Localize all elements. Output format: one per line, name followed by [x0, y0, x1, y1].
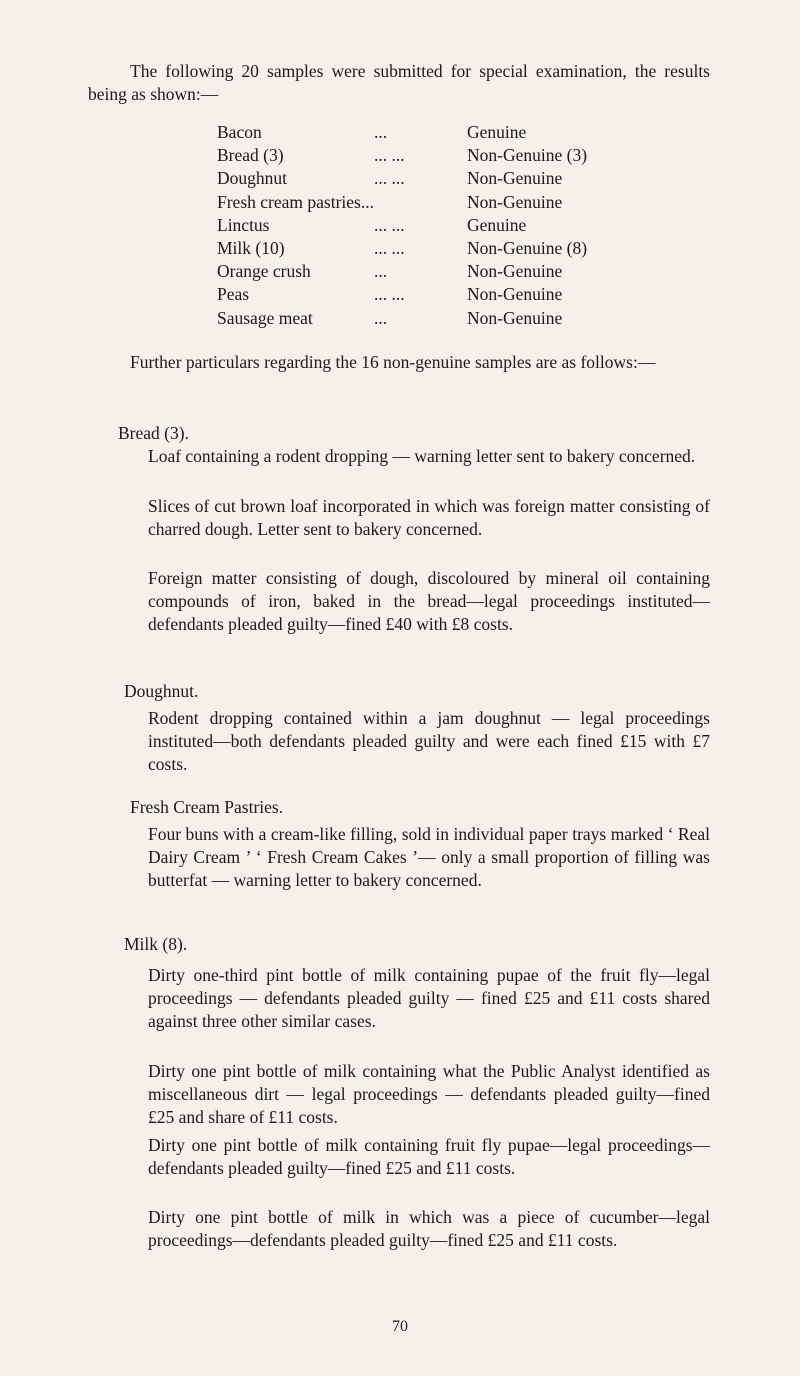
sample-item: Sausage meat [217, 307, 313, 328]
sample-item: Bread (3) [217, 145, 284, 166]
table-row [217, 284, 587, 307]
table-row [217, 122, 587, 145]
further-particulars-paragraph: Further particulars regarding the 16 non-genuine samples are as follows:— [130, 352, 656, 372]
sample-result: Non-Genuine [467, 284, 563, 305]
sample-item: Peas [217, 284, 250, 305]
sample-result: Non-Genuine [467, 307, 563, 328]
leader-dots: ... ... [374, 145, 405, 166]
paragraph: Dirty one pint bottle of milk containing fruit fly pupae—legal proceedings—defendants pleaded guilty—fined £25 and £11 costs. [148, 1135, 710, 1178]
sample-item: Bacon [217, 122, 262, 142]
leader-dots: ... ... [374, 168, 405, 189]
paragraph: Four buns with a cream-like filling, sold in individual paper trays marked ‘ Real Dairy Cream ’ ‘ Fresh Cream Cakes ’— only a small proportion of filling was butterfat — warning letter to bakery concerned. [148, 824, 710, 890]
leader-dots: ... ... [374, 284, 405, 305]
table-row [217, 215, 587, 238]
sample-result: Non-Genuine (3) [467, 145, 588, 166]
paragraph: Slices of cut brown loaf incorporated in which was foreign matter consisting of charred dough. Letter sent to bakery concerned. [148, 496, 710, 539]
paragraph: Loaf containing a rodent dropping — warning letter sent to bakery concerned. [148, 446, 696, 466]
section-heading-bread: Bread (3). [118, 423, 189, 443]
sample-item: Milk (10) [217, 237, 285, 258]
sample-result: Genuine [467, 214, 527, 235]
sample-result: Non-Genuine [467, 168, 563, 189]
paragraph: Rodent dropping contained within a jam doughnut — legal proceedings instituted—both defendants pleaded guilty and were each fined £15 with £7 costs. [148, 708, 710, 774]
leader-dots: ... [374, 122, 388, 142]
table-row [217, 261, 587, 284]
leader-dots: ... ... [374, 214, 405, 235]
table-row [217, 168, 587, 191]
leader-dots: ... [374, 261, 388, 282]
paragraph: Dirty one-third pint bottle of milk containing pupae of the fruit fly—legal proceedings — defendants pleaded guilty — fined £25 and £11 costs shared against three other similar cases. [148, 965, 710, 1031]
sample-item: Doughnut [217, 168, 287, 189]
table-row [217, 308, 587, 331]
section-heading-doughnut: Doughnut. [124, 681, 199, 701]
sample-result: Genuine [467, 122, 527, 142]
leader-dots: ... ... [374, 237, 405, 258]
sample-result: Non-Genuine [467, 191, 563, 212]
paragraph: Dirty one pint bottle of milk containing what the Public Analyst identified as miscellaneous dirt — legal proceedings — defendants pleaded guilty—fined £25 and share of £11 costs. [148, 1061, 710, 1127]
sample-result: Non-Genuine (8) [467, 237, 588, 258]
table-row [217, 238, 587, 261]
table-row [217, 192, 587, 215]
page-number: 70 [392, 1318, 408, 1335]
intro-paragraph: The following 20 samples were submitted for special examination, the results being as shown:— [88, 61, 710, 104]
leader-dots [374, 192, 467, 215]
sample-item: Linctus [217, 214, 270, 235]
paragraph: Foreign matter consisting of dough, discoloured by mineral oil containing compounds of iron, baked in the bread—legal proceedings instituted—defendants pleaded guilty—fined £40 with £8 costs. [148, 568, 710, 634]
paragraph: Dirty one pint bottle of milk in which was a piece of cucumber—legal proceedings—defendants pleaded guilty—fined £25 and £11 costs. [148, 1207, 710, 1250]
sample-item: Fresh cream pastries... [217, 191, 374, 212]
section-heading-milk: Milk (8). [124, 934, 188, 954]
leader-dots: ... [374, 307, 388, 328]
section-heading-pastries: Fresh Cream Pastries. [130, 797, 284, 817]
table-row [217, 145, 587, 168]
samples-table [217, 122, 587, 331]
sample-item: Orange crush [217, 261, 311, 282]
sample-result: Non-Genuine [467, 261, 563, 282]
